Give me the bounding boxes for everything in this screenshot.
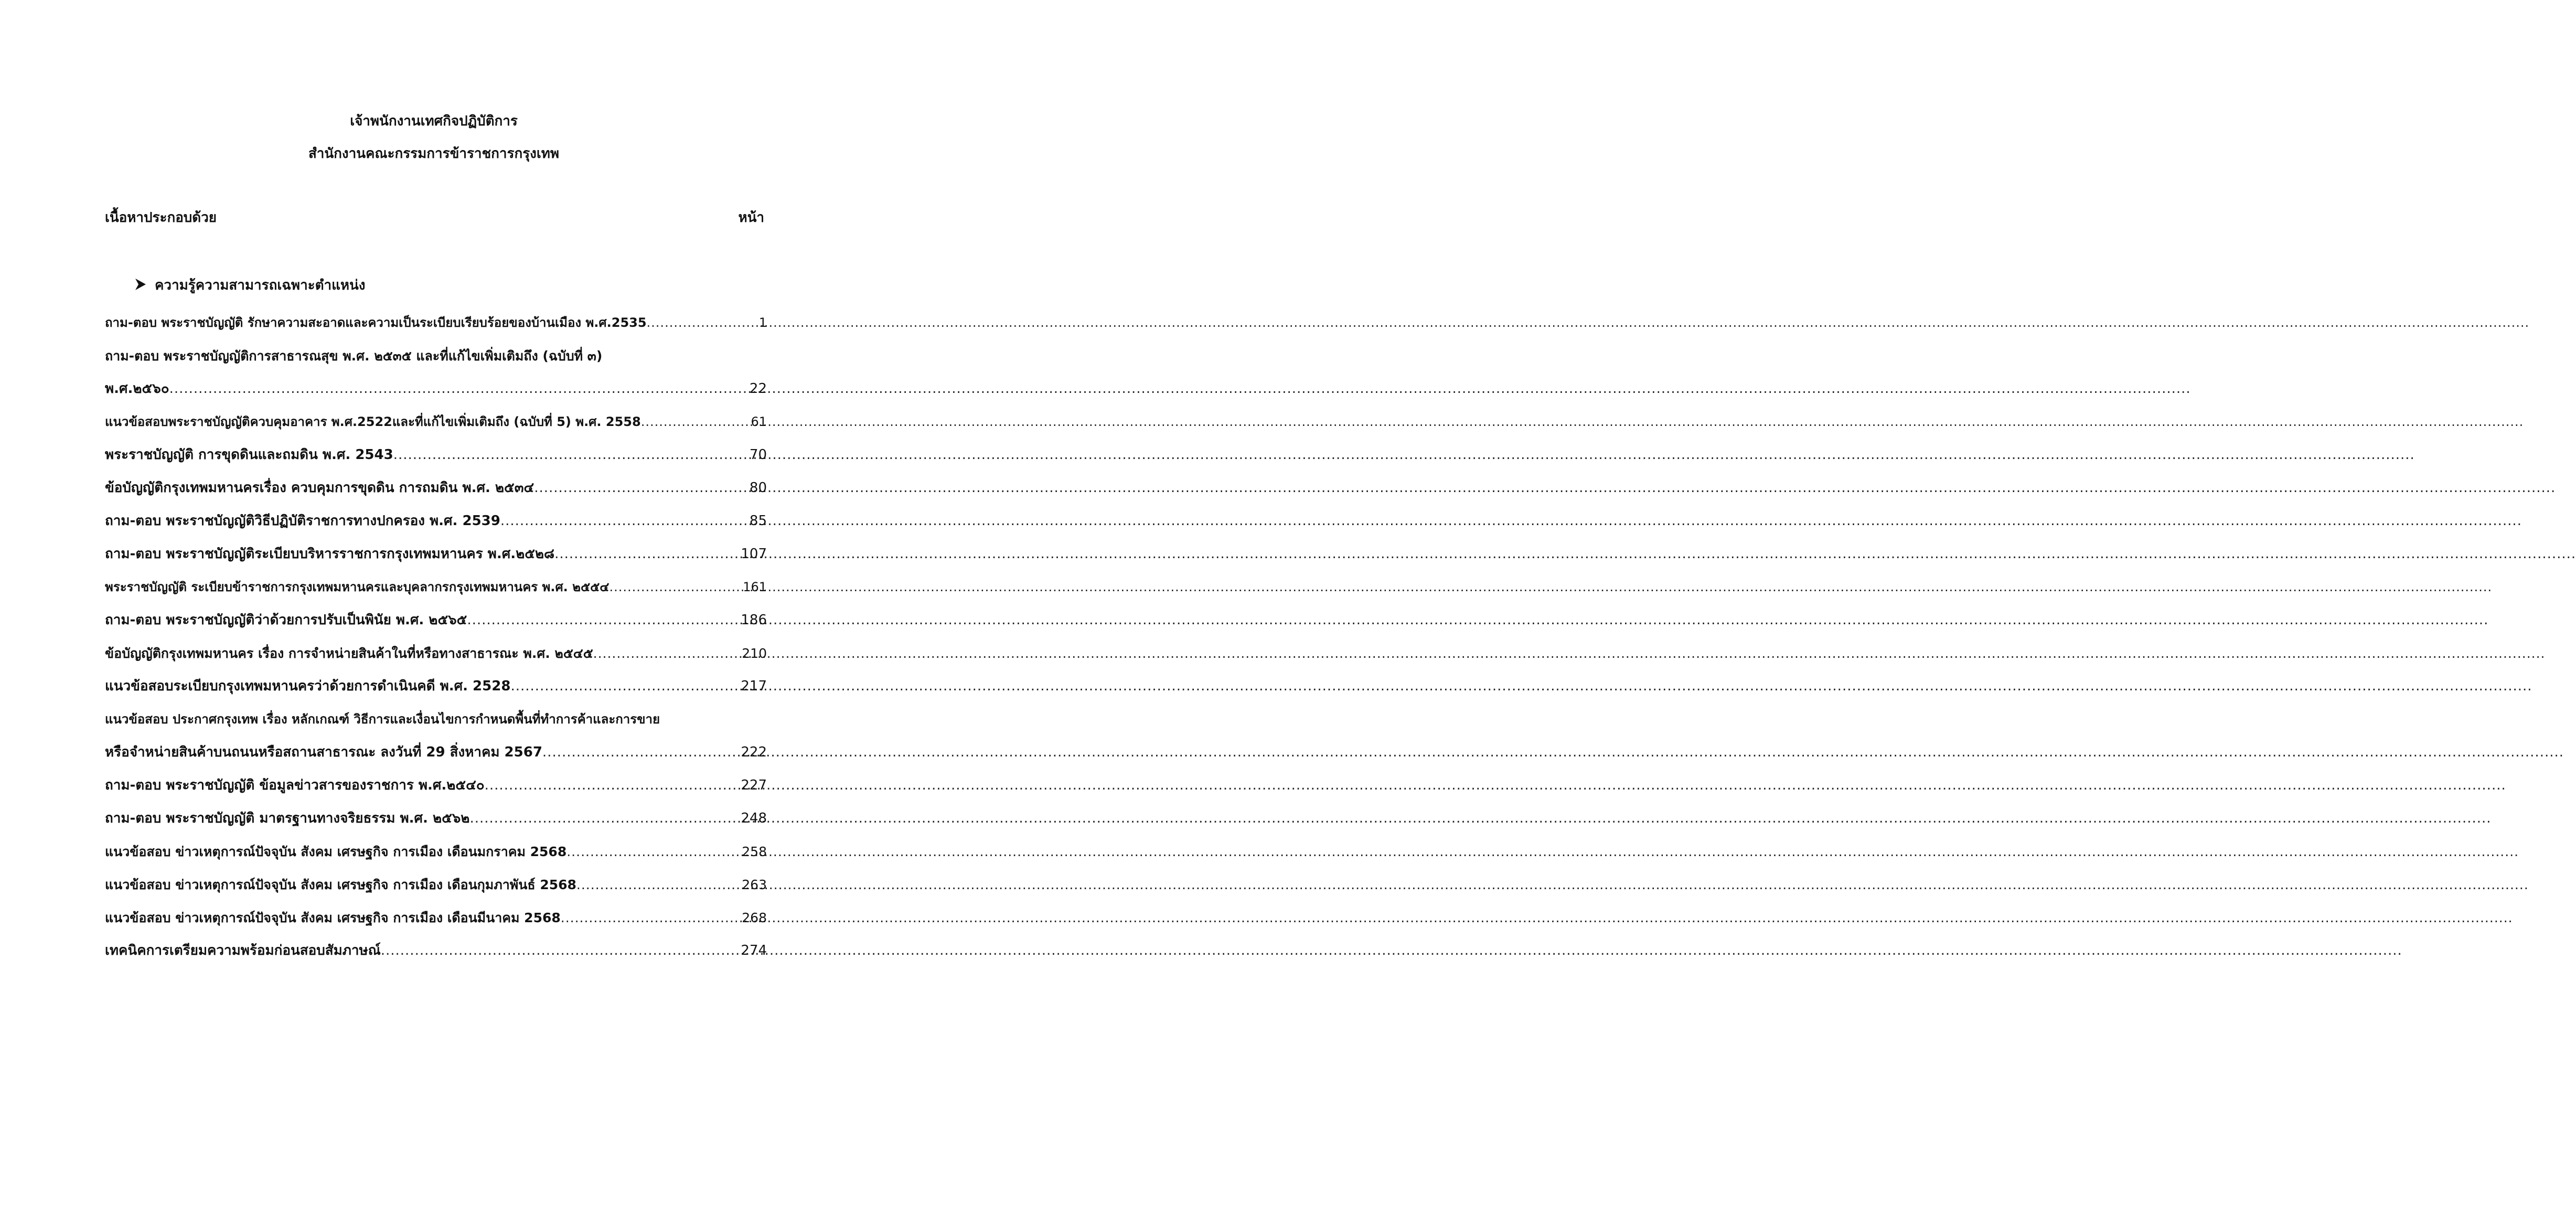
title-line-2: สำนักงานคณะกรรมการข้าราชการกรุงเทพ	[308, 146, 560, 162]
toc-entry	[105, 802, 767, 835]
toc-entry	[105, 868, 767, 901]
leader-dots	[593, 637, 742, 670]
toc-entry	[105, 439, 767, 472]
toc-entry	[105, 406, 767, 439]
toc-entry-title: ถาม-ตอบ พระราชบัญญัติ มาตรฐานทางจริยธรรม พ.ศ. ๒๕๖๒	[105, 810, 470, 826]
toc-entry-title: ถาม-ตอบ พระราชบัญญัติระเบียบบริหารราชการกรุงเทพมหานคร พ.ศ.๒๕๒๘	[105, 546, 555, 562]
leader-dots	[576, 868, 742, 901]
toc-entry-title: พระราชบัญญัติ การขุดดินและถมดิน พ.ศ. 2543	[105, 447, 393, 463]
section-heading	[134, 271, 366, 300]
leader-dots	[554, 538, 741, 571]
toc-entry-page: 85	[749, 513, 767, 529]
toc-entry-page: 227	[741, 777, 767, 793]
leader-dots	[469, 802, 741, 835]
leader-dots	[566, 835, 742, 868]
toc-entry-page: 61	[751, 414, 767, 429]
toc-entry	[105, 637, 767, 670]
contents-label: เนื้อหาประกอบด้วย	[105, 210, 217, 226]
toc-entry-page: 248	[741, 810, 767, 826]
toc-entry-page: 274	[741, 943, 767, 958]
toc-entry-title: แนวข้อสอบ ข่าวเหตุการณ์ปัจจุบัน สังคม เศรษฐกิจ การเมือง เดือนกุมภาพันธ์ 2568	[105, 877, 576, 892]
leader-dots	[561, 901, 742, 934]
toc-entry	[105, 934, 767, 967]
toc-entry	[105, 505, 767, 538]
leader-dots	[542, 736, 741, 769]
leader-dots	[534, 472, 750, 505]
leader-dots	[609, 571, 743, 604]
toc-entry-page: 22	[749, 381, 767, 397]
toc-entry	[105, 538, 767, 571]
toc-entry-title: แนวข้อสอบ ข่าวเหตุการณ์ปัจจุบัน สังคม เศรษฐกิจ การเมือง เดือนมกราคม 2568	[105, 844, 567, 859]
toc-entry-title: ถาม-ตอบ พระราชบัญญัติ รักษาความสะอาดและความเป็นระเบียบเรียบร้อยของบ้านเมือง พ.ศ.2535	[105, 315, 647, 330]
toc-entry-page: 222	[741, 744, 767, 760]
leader-dots	[500, 505, 750, 538]
page-column-label: หน้า	[738, 210, 764, 226]
toc-entry-page: 1	[758, 315, 767, 330]
table-of-contents	[105, 306, 767, 967]
toc-entry-page: 186	[741, 612, 767, 628]
toc-entry	[105, 736, 767, 769]
toc-entry-page: 263	[742, 877, 767, 892]
toc-entry	[105, 472, 767, 505]
toc-entry-title: ข้อบัญญัติกรุงเทพมหานครเรื่อง ควบคุมการขุดดิน การถมดิน พ.ศ. ๒๕๓๔	[105, 480, 535, 496]
leader-dots	[393, 439, 750, 472]
leader-dots	[647, 306, 759, 339]
leader-dots	[641, 406, 751, 439]
toc-entry-title: ถาม-ตอบ พระราชบัญญัติ ข้อมูลข่าวสารของราชการ พ.ศ.๒๕๔๐	[105, 777, 485, 793]
toc-entry	[105, 571, 767, 604]
toc-entry-title: แนวข้อสอบพระราชบัญญัติควบคุมอาคาร พ.ศ.2522และที่แก้ไขเพิ่มเติมถึง (ฉบับที่ 5) พ.ศ. 2558	[105, 414, 641, 429]
toc-entry-line: ถาม-ตอบ พระราชบัญญัติการสาธารณสุข พ.ศ. ๒๕๓๕ และที่แก้ไขเพิ่มเติมถึง (ฉบับที่ ๓)	[105, 348, 603, 364]
toc-entry	[105, 769, 767, 802]
contents-header	[105, 205, 764, 231]
leader-dots	[510, 670, 741, 703]
document-title	[0, 105, 868, 170]
toc-entry	[105, 835, 767, 868]
toc-entry	[105, 372, 767, 406]
toc-entry-page: 80	[749, 480, 767, 496]
document-page	[0, 0, 868, 1227]
section-label: ความรู้ความสามารถเฉพาะตำแหน่ง	[155, 278, 366, 293]
toc-entry-title: พระราชบัญญัติ ระเบียบข้าราชการกรุงเทพมหานครและบุคลากรกรุงเทพมหานคร พ.ศ. ๒๕๕๔	[105, 580, 610, 594]
leader-dots	[169, 372, 750, 406]
toc-entry-title: แนวข้อสอบระเบียบกรุงเทพมหานครว่าด้วยการดำเนินคดี พ.ศ. 2528	[105, 678, 511, 694]
toc-entry-page: 210	[742, 646, 767, 661]
toc-entry-title: ถาม-ตอบ พระราชบัญญัติวิธีปฏิบัติราชการทางปกครอง พ.ศ. 2539	[105, 513, 500, 529]
toc-entry	[105, 306, 767, 339]
leader-dots	[381, 934, 741, 967]
toc-entry	[105, 901, 767, 934]
toc-entry-title: แนวข้อสอบ ข่าวเหตุการณ์ปัจจุบัน สังคม เศรษฐกิจ การเมือง เดือนมีนาคม 2568	[105, 910, 561, 925]
toc-entry-page: 217	[741, 678, 767, 694]
toc-entry	[105, 604, 767, 637]
toc-entry-page: 107	[741, 546, 767, 562]
toc-entry-line: แนวข้อสอบ ประกาศกรุงเทพ เรื่อง หลักเกณฑ์ วิธีการและเงื่อนไขการกำหนดพื้นที่ทำการค้าและการขาย	[105, 712, 660, 727]
leader-dots	[485, 769, 741, 802]
toc-entry-page: 70	[749, 447, 767, 463]
toc-entry-title: เทคนิคการเตรียมความพร้อมก่อนสอบสัมภาษณ์	[105, 943, 381, 958]
toc-entry-title: ถาม-ตอบ พระราชบัญญัติว่าด้วยการปรับเป็นพินัย พ.ศ. ๒๕๖๕	[105, 612, 467, 628]
toc-entry-title: ข้อบัญญัติกรุงเทพมหานคร เรื่อง การจำหน่ายสินค้าในที่หรือทางสาธารณะ พ.ศ. ๒๕๔๕	[105, 646, 593, 661]
arrow-right-icon	[134, 278, 147, 291]
toc-entry-title: พ.ศ.๒๕๖๐	[105, 381, 169, 397]
leader-dots	[467, 604, 741, 637]
toc-entry-page: 268	[742, 910, 767, 925]
toc-entry-page: 258	[742, 844, 767, 859]
title-line-1: เจ้าพนักงานเทศกิจปฏิบัติการ	[350, 113, 518, 129]
toc-entry-page: 161	[743, 580, 767, 594]
toc-entry-title: หรือจำหน่ายสินค้าบนถนนหรือสถานสาธารณะ ลงวันที่ 29 สิ่งหาคม 2567	[105, 744, 542, 760]
toc-entry	[105, 670, 767, 703]
